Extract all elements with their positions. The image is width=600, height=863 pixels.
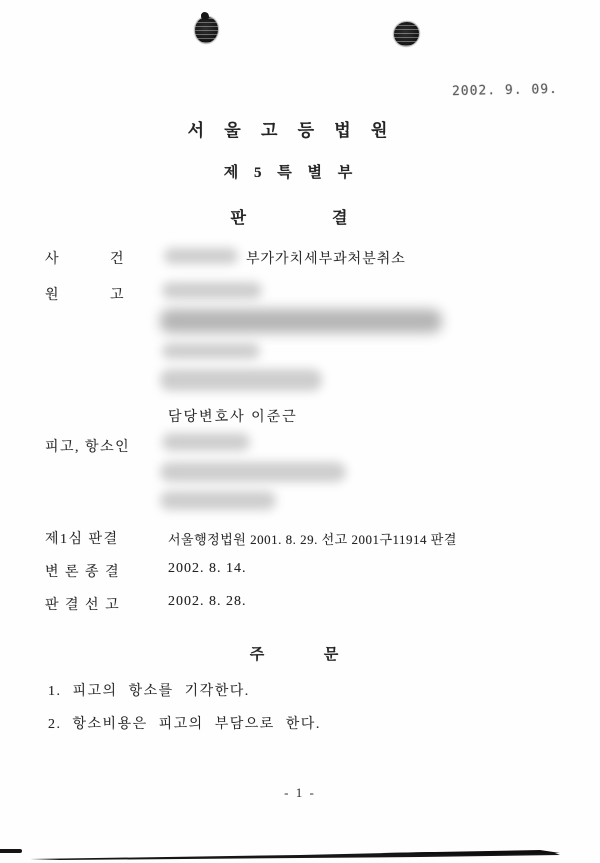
plaintiff-label: 원 고 (45, 288, 126, 303)
division-title: 제 5 특 별 부 (223, 165, 357, 181)
order-heading: 주 문 (249, 647, 341, 663)
redacted-case-number (164, 248, 238, 264)
hearing-closed-label: 변 론 종 결 (45, 565, 121, 580)
court-seal-icon (195, 17, 218, 43)
judgment-date-value: 2002. 8. 28. (168, 594, 247, 609)
redacted-text (160, 309, 442, 333)
page-number: - 1 - (284, 785, 316, 800)
redacted-text (162, 433, 250, 451)
order-item: 1. 피고의 항소를 기각한다. (48, 684, 250, 699)
case-value: 부가가치세부과처분취소 (246, 252, 406, 267)
order-item: 2. 항소비용은 피고의 부담으로 한다. (48, 717, 321, 732)
redacted-text (162, 282, 262, 299)
court-title: 서 울 고 등 법 원 (187, 121, 393, 140)
attorney-line: 담당변호사 이준근 (168, 410, 298, 425)
redacted-text (160, 369, 322, 391)
document-type-title: 판 결 (230, 210, 350, 227)
judgment-date-label: 판 결 선 고 (45, 598, 121, 613)
date-stamp: 2002. 9. 09. (451, 81, 559, 100)
defendant-label: 피고, 항소인 (45, 440, 131, 455)
redacted-text (160, 462, 346, 482)
case-label: 사 건 (45, 252, 126, 267)
court-seal-icon (394, 22, 419, 46)
first-trial-label: 제1심 판결 (45, 532, 119, 547)
redacted-text (162, 343, 260, 359)
redacted-text (160, 491, 276, 510)
scan-artifact (0, 848, 600, 863)
first-trial-value: 서울행정법원 2001. 8. 29. 선고 2001구11914 판결 (168, 532, 457, 547)
hearing-closed-value: 2002. 8. 14. (168, 561, 247, 576)
